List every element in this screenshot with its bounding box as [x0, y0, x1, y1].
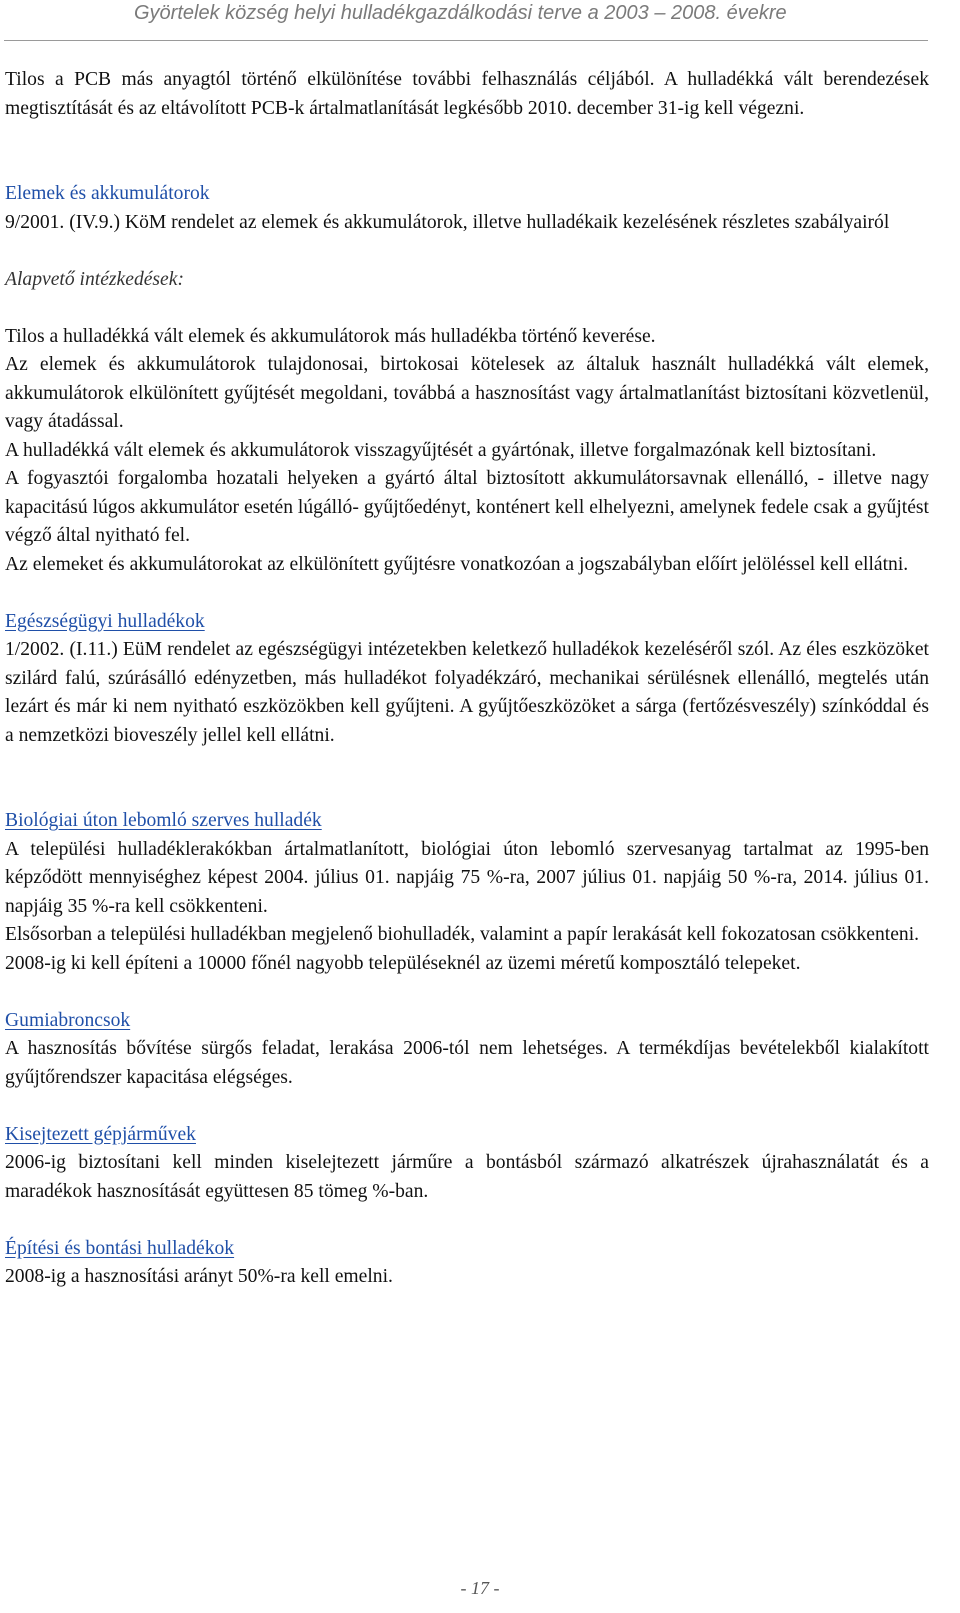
header-rule [4, 40, 928, 41]
bio-paragraph-1: A települési hulladéklerakókban ártalmatlanított, biológiai úton lebomló szervesanyag tartalmat az 1995-ben képződött mennyiséghez képest 2004. július 01. napjáig 75 %-ra, 2007 július 01. napjáig 50 %-ra, 2014. július 01. napjáig 35 %-ra kell csökkenteni. [5, 838, 929, 917]
measures-label: Alapvető intézkedések: [5, 268, 184, 290]
tyres-heading: Gumiabroncsok [5, 1009, 131, 1031]
batteries-paragraph-1: Tilos a hulladékká vált elemek és akkumulátorok más hulladékba történő keverése. [5, 325, 656, 347]
vehicles-paragraph: 2006-ig biztosítani kell minden kiselejtezett járműre a bontásból származó alkatrészek újrahasználatát és a maradékok hasznosítását együttesen 85 tömeg %-ban. [5, 1152, 929, 1202]
batteries-paragraph-2: Az elemek és akkumulátorok tulajdonosai, birtokosai kötelesek az általuk használt hulladékká vált elemek, akkumulátorok elkülönített gyűjtését megoldani, továbbá a hasznosítást vagy ártalmatlanítást biztosítani közvetlenül, vagy átadással. [5, 354, 929, 432]
batteries-paragraph-5: Az elemeket és akkumulátorokat az elkülönített gyűjtésre vonatkozóan a jogszabályban előírt jelöléssel kell ellátni. [5, 553, 909, 575]
tyres-paragraph: A hasznosítás bővítése sürgős feladat, lerakása 2006-tól nem lehetséges. A termékdíjas bevételekből kialakított gyűjtőrendszer kapacitása elégséges. [5, 1038, 929, 1088]
page-number: - 17 - [460, 1578, 500, 1598]
spacer [5, 294, 929, 323]
health-heading: Egészségügyi hulladékok [5, 610, 205, 632]
spacer [5, 750, 929, 807]
pcb-paragraph: Tilos a PCB más anyagtól történő elkülönítése további felhasználás céljából. A hulladékká vált berendezések megtisztítását és az eltávolított PCB-k ártalmatlanítását legkésőbb 2010. december 31-ig kell végezni. [5, 69, 929, 119]
health-paragraph: 1/2002. (I.11.) EüM rendelet az egészségügyi intézetekben keletkező hulladékok kezeléséről szól. Az éles eszközöket szilárd falú, szúrásálló edényzetben, más hulladékot folyadékzáró, mechanikai sérülésnek ellenálló, megtelés után lezárt és már ki nem nyitható eszközökben kell gyűjteni. A gyűjtőeszközöket a sárga (fertőzésveszély) színkóddal és a nemzetközi bioveszély jellel kell ellátni. [5, 639, 929, 746]
batteries-paragraph-3: A hulladékká vált elemek és akkumulátorok visszagyűjtését a gyártónak, illetve forgalmazónak kell biztosítani. [5, 439, 877, 461]
spacer [5, 978, 929, 1007]
batteries-heading: Elemek és akkumulátorok [5, 183, 210, 204]
batteries-law: 9/2001. (IV.9.) KöM rendelet az elemek és akkumulátorok, illetve hulladékaik kezelésének részletes szabályairól [5, 211, 890, 233]
spacer [5, 1206, 929, 1235]
running-header: Györtelek község helyi hulladékgazdálkodási terve a 2003 – 2008. évekre [134, 2, 787, 24]
batteries-paragraph-4: A fogyasztói forgalomba hozatali helyeken a gyártó által biztosított akkumulátorsavnak ellenálló, - illetve nagy kapacitású lúgos akkumulátor esetén lúgálló- gyűjtőedényt, konténert kell elhelyezni, amelynek fedele csak a gyűjtést végző által nyitható fel. [5, 468, 929, 546]
bio-paragraph-3: 2008-ig ki kell építeni a 10000 főnél nagyobb településeknél az üzemi méretű komposztáló telepeket. [5, 952, 801, 974]
bio-paragraph-2: Elsősorban a települési hulladékban megjelenő biohulladék, valamint a papír lerakását kell fokozatosan csökkenteni. [5, 924, 920, 945]
spacer [5, 123, 929, 180]
construction-heading: Építési és bontási hulladékok [5, 1237, 235, 1259]
construction-paragraph: 2008-ig a hasznosítási arányt 50%-ra kell emelni. [5, 1266, 393, 1287]
spacer [5, 1092, 929, 1121]
vehicles-heading: Kisejtezett gépjárművek [5, 1123, 196, 1145]
page-body [5, 66, 929, 1292]
spacer [5, 237, 929, 266]
bio-heading: Biológiai úton lebomló szerves hulladék [5, 810, 322, 831]
spacer [5, 579, 929, 608]
